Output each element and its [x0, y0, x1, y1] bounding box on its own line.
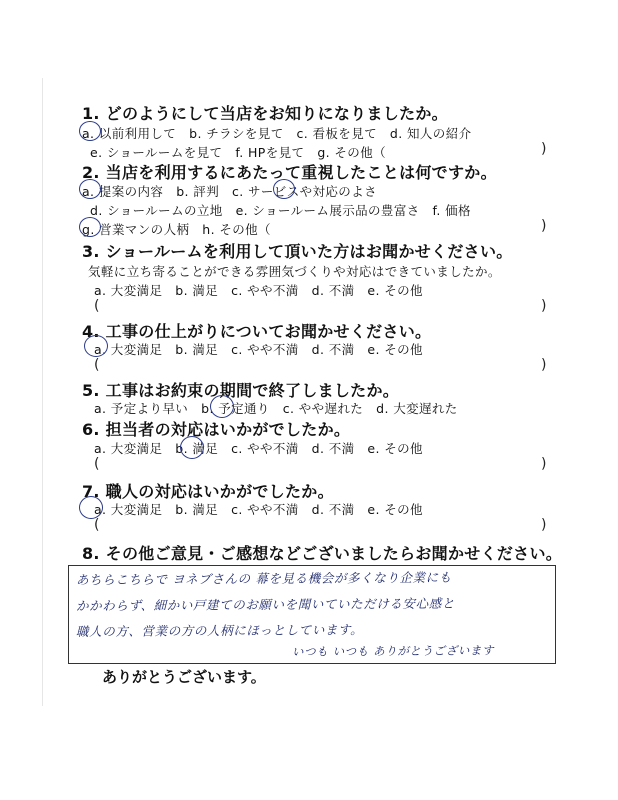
answer-circle-q5-b	[210, 395, 234, 418]
question-6-options: a. 大変満足 b. 満足 c. やや不満 d. 不満 e. その他	[94, 441, 423, 456]
question-2-close-paren: )	[541, 218, 547, 234]
question-2-title: 2. 当店を利用するにあたって重視したことは何ですか。	[82, 163, 497, 182]
question-6-title: 6. 担当者の対応はいかがでしたか。	[82, 420, 351, 439]
answer-circle-q6-b	[180, 436, 204, 459]
question-7-options: a. 大変満足 b. 満足 c. やや不満 d. 不満 e. その他	[94, 502, 423, 517]
question-2-options-line3: g. 営業マンの人柄 h. その他（	[82, 222, 271, 237]
handwritten-comment-line1: あちらこちらで ヨネブさんの 幕を見る機会が多くなり企業にも	[75, 569, 452, 588]
answer-circle-q7-a	[79, 496, 103, 519]
question-7-open-paren: (	[94, 517, 100, 533]
question-3-close-paren: )	[541, 298, 547, 314]
question-7-close-paren: )	[541, 517, 547, 533]
handwritten-comment-line2: かかわらず、細かい戸建てのお願いを聞いていただける安心感と	[75, 595, 455, 614]
question-3-title: 3. ショールームを利用して頂いた方はお聞かせください。	[82, 242, 513, 261]
question-1-options-line2: e. ショールームを見て f. HPを見て g. その他（	[90, 145, 386, 160]
handwritten-comment-line3: 職人の方、営業の方の人柄にほっとしています。	[75, 621, 364, 640]
question-1-title: 1. どのようにして当店をお知りになりましたか。	[82, 104, 448, 123]
question-7-title: 7. 職人の対応はいかがでしたか。	[82, 482, 334, 501]
thank-you-text: ありがとうございます。	[102, 668, 266, 686]
question-4-title: 4. 工事の仕上がりについてお聞かせください。	[82, 322, 432, 341]
question-1-close-paren: )	[541, 141, 547, 157]
answer-circle-q4-a	[84, 335, 108, 357]
answer-circle-q2-a	[79, 179, 101, 199]
handwritten-comment-line4: いつも いつも ありがとうございます	[291, 643, 495, 659]
question-6-open-paren: (	[94, 456, 100, 472]
question-2-options-line2: d. ショールームの立地 e. ショールーム展示品の豊富さ f. 価格	[90, 203, 471, 218]
question-4-options: a. 大変満足 b. 満足 c. やや不満 d. 不満 e. その他	[94, 342, 423, 357]
question-4-close-paren: )	[541, 357, 547, 373]
question-5-options: a. 予定より早い b. 予定通り c. やや遅れた d. 大変遅れた	[94, 401, 458, 416]
question-4-open-paren: (	[94, 357, 100, 373]
question-3-subtext: 気軽に立ち寄ることができる雰囲気づくりや対応はできていましたか。	[88, 264, 501, 279]
question-6-close-paren: )	[541, 456, 547, 472]
question-8-title: 8. その他ご意見・ご感想などございましたらお聞かせください。	[82, 544, 563, 563]
answer-circle-q1-a	[79, 121, 101, 141]
question-1-options-line1: a. 以前利用して b. チラシを見て c. 看板を見て d. 知人の紹介	[82, 126, 472, 141]
question-5-title: 5. 工事はお約束の期間で終了しましたか。	[82, 381, 400, 400]
answer-circle-q2-g	[79, 217, 101, 237]
question-3-options: a. 大変満足 b. 満足 c. やや不満 d. 不満 e. その他	[94, 283, 423, 298]
question-3-open-paren: (	[94, 298, 100, 314]
answer-circle-q2-c	[273, 179, 295, 199]
question-2-options-line1: a. 提案の内容 b. 評判 c. サービスや対応のよさ	[82, 184, 378, 199]
